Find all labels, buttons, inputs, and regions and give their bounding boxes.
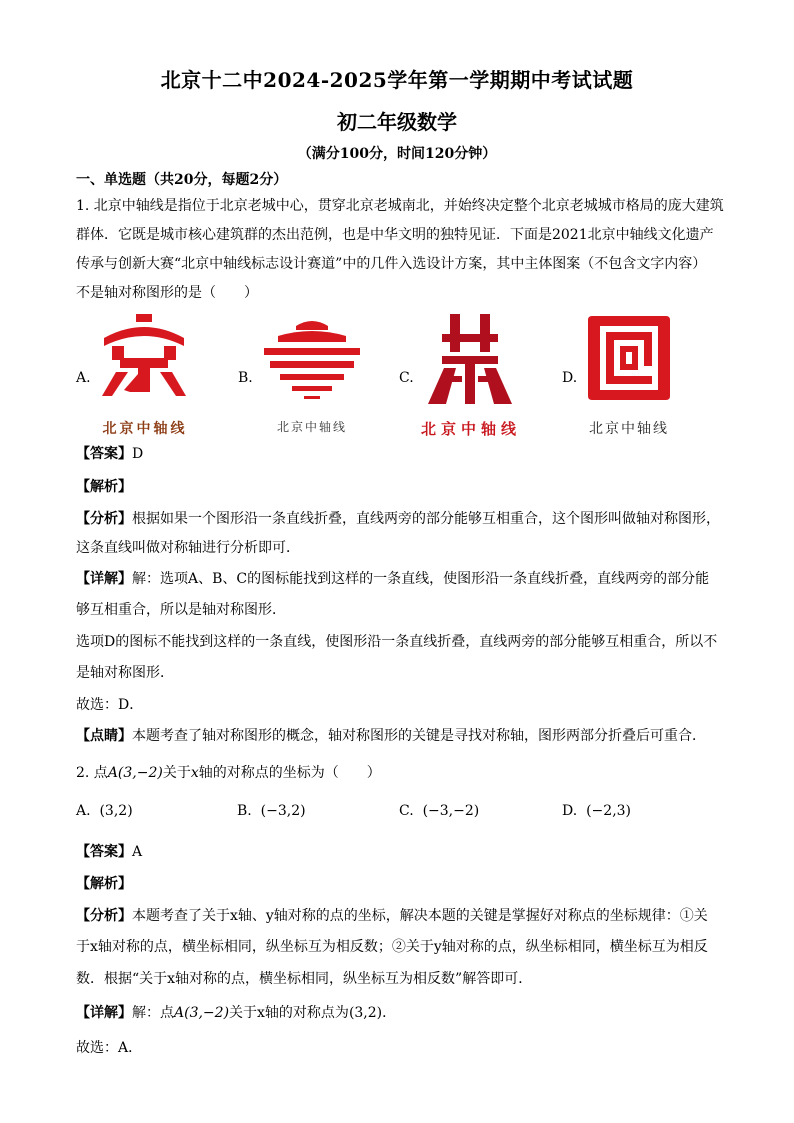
fenxi-tag: 【分析】	[76, 511, 132, 527]
exam-subtitle: 初二年级数学	[337, 110, 457, 134]
xiangjie-tag: 【详解】	[76, 571, 132, 587]
q1-dianjing	[76, 724, 726, 748]
q2-stem-mid: 关于	[162, 765, 191, 781]
xiangjie-text: 解：选项A、B、C的图标能找到这样的一条直线，使图形沿一条直线折叠，直线两旁的部分能	[132, 571, 710, 587]
section-heading: 一、单选题（共20分，每题2分）	[76, 172, 288, 188]
logo-c-icon	[422, 312, 518, 408]
fenxi-tag: 【分析】	[76, 908, 132, 924]
q2-fenxi-line-3: 数．根据“关于x轴对称的点，横坐标相同，纵坐标互为相反数”解答即可．	[76, 971, 533, 987]
answer-tag: 【答案】	[76, 446, 132, 462]
option-a-letter: A.	[76, 370, 91, 386]
q1-line-2: 群体．它既是城市核心建筑群的杰出范例，也是中华文明的独特见证．下面是2021北京中轴线文化遗产	[76, 227, 714, 243]
logo-d-icon	[584, 312, 674, 404]
xiangjie-result: (3,2)	[348, 1005, 383, 1021]
q1-line-1: 1. 北京中轴线是指位于北京老城中心，贯穿北京老城南北，并始终决定整个北京老城城市格局的庞大建筑	[76, 198, 724, 214]
q1-answer	[76, 442, 726, 466]
choice-letter: C.	[399, 803, 414, 819]
q2-analysis-tag: 【解析】	[76, 876, 132, 892]
exam-info: （满分100分，时间120分钟）	[297, 146, 497, 162]
q2-choice-d	[562, 803, 631, 819]
choice-value: (3,2)	[99, 803, 133, 819]
logo-b-icon	[258, 312, 366, 400]
option-c-letter: C.	[399, 370, 414, 386]
choice-value: (−2,3)	[586, 803, 632, 819]
q2-stem	[76, 761, 726, 785]
option-d-caption: 北京中轴线	[589, 421, 669, 437]
choice-letter: B.	[237, 803, 252, 819]
answer-value: D	[132, 446, 144, 462]
xiangjie-end: ．	[382, 1005, 397, 1021]
choice-value: (−3,2)	[260, 803, 306, 819]
q2-stem-axis: x	[190, 765, 199, 781]
q2-stem-pre: 2. 点	[76, 765, 108, 781]
q1-guxuan: 故选：D．	[76, 697, 144, 713]
q1-xiangjie-line-3: 选项D的图标不能找到这样的一条直线，使图形沿一条直线折叠，直线两旁的部分能够互相重合，所以不	[76, 634, 718, 650]
exam-title: 北京十二中2024-2025学年第一学期期中考试试题	[160, 68, 634, 92]
q1-fenxi-line-2: 这条直线叫做对称轴进行分析即可．	[76, 540, 300, 556]
answer-tag: 【答案】	[76, 844, 132, 860]
answer-value: A	[132, 844, 143, 860]
option-b-caption: 北京中轴线	[276, 420, 347, 434]
fenxi-text: 本题考查了关于x轴、y轴对称的点的坐标，解决本题的关键是掌握好对称点的坐标规律：①关	[132, 908, 708, 924]
q1-xiangjie-line-2: 够互相重合，所以是轴对称图形．	[76, 602, 286, 618]
option-c-caption: 北京中轴线	[420, 420, 521, 438]
fenxi-text: 根据如果一个图形沿一条直线折叠，直线两旁的部分能够互相重合，这个图形叫做轴对称图形，	[132, 511, 720, 527]
xiangjie-point: A(3,−2)	[174, 1005, 230, 1021]
option-a-caption: 北京中轴线	[102, 421, 188, 437]
xiangjie-tag: 【详解】	[76, 1005, 132, 1021]
q2-answer	[76, 840, 726, 864]
logo-a-icon	[98, 312, 190, 400]
q2-guxuan: 故选：A．	[76, 1040, 143, 1056]
q2-xiangjie	[76, 1001, 726, 1025]
choice-letter: D.	[562, 803, 578, 819]
q1-xiangjie-line-4: 是轴对称图形．	[76, 665, 174, 681]
q2-choice-a	[76, 803, 133, 819]
choice-letter: A.	[76, 803, 91, 819]
xiangjie-mid: 关于x轴的对称点为	[229, 1005, 349, 1021]
q2-choice-b	[237, 803, 306, 819]
option-b-letter: B.	[238, 370, 253, 386]
q1-line-4: 不是轴对称图形的是（ ）	[76, 285, 258, 301]
q1-xiangjie-line-1	[76, 567, 726, 591]
q1-line-3: 传承与创新大赛“北京中轴线标志设计赛道”中的几件入选设计方案，其中主体图案（不包含文字内容）	[76, 256, 707, 272]
option-d-letter: D.	[562, 370, 578, 386]
q1-analysis-tag: 【解析】	[76, 479, 132, 495]
dianjing-tag: 【点睛】	[76, 728, 132, 744]
q2-fenxi-line-2: 于x轴对称的点，横坐标相同，纵坐标互为相反数；②关于y轴对称的点，纵坐标相同，横坐标互为相反	[76, 939, 708, 955]
q1-options	[76, 312, 726, 442]
q2-fenxi-line-1	[76, 904, 726, 928]
xiangjie-pre: 解：点	[132, 1005, 174, 1021]
q1-fenxi-line-1	[76, 507, 726, 531]
q2-choices	[76, 803, 726, 827]
q2-stem-point: A(3,−2)	[107, 765, 163, 781]
choice-value: (−3,−2)	[422, 803, 480, 819]
q2-stem-post: 轴的对称点的坐标为（ ）	[198, 765, 381, 781]
dianjing-text: 本题考查了轴对称图形的概念，轴对称图形的关键是寻找对称轴，图形两部分折叠后可重合．	[132, 728, 706, 744]
q2-choice-c	[399, 803, 479, 819]
